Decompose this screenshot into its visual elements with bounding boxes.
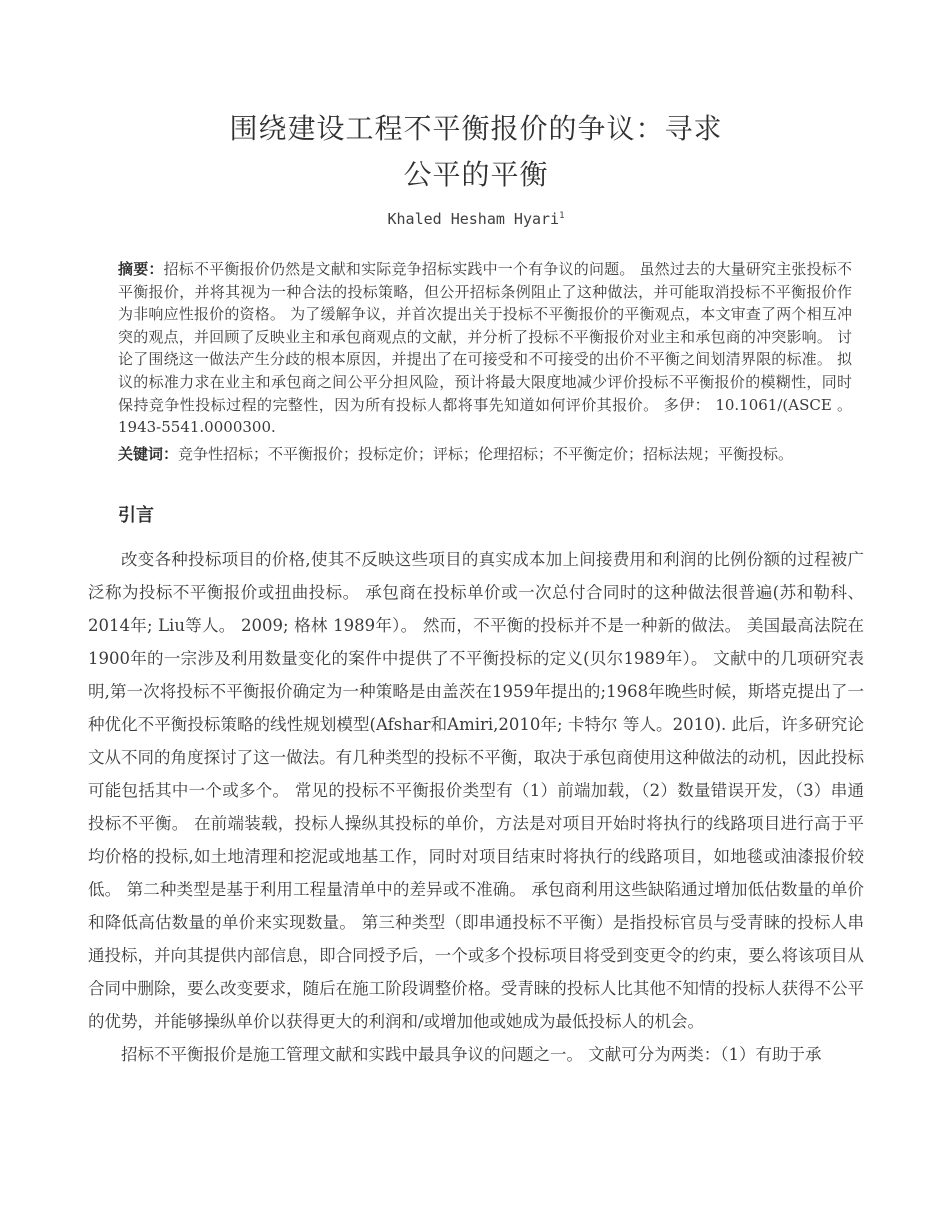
abstract-text: 招标不平衡报价仍然是文献和实际竞争招标实践中一个有争议的问题。 虽然过去的大量研究主张投标不平衡报价，并将其视为一种合法的投标策略，但公开招标条例阻止了这种做法，并可能取消投标不平衡报价作为非响应性报价的资格。 为了缓解争议，并首次提出关于投标不平衡报价的平衡观点，本文审查了两个相互冲突的观点，并回顾了反映业主和承包商观点的文献，并分析了投标不平衡报价对业主和承包商的冲突影响。 讨论了围绕这一做法产生分歧的根本原因，并提出了在可接受和不可接受的出价不平衡之间划清界限的标准。 拟议的标准力求在业主和承包商之间公平分担风险，预计将最大限度地减少评价投标不平衡报价的模糊性，同时保持竞争性投标过程的完整性，因为所有投标人都将事先知道如何评价其报价。 多伊： 10.1061/(ASCE 。 1943-5541.0000300. (118, 260, 852, 437)
author-affiliation-mark: 1 (559, 211, 565, 221)
body-paragraph-2: 招标不平衡报价是施工管理文献和实践中最具争议的问题之一。 文献可分为两类：（1）有助于承 (121, 1045, 822, 1065)
author-line (0, 210, 952, 228)
abstract-paragraph (118, 258, 852, 439)
keywords-line (118, 443, 852, 466)
abstract-label: 摘要： (118, 260, 164, 278)
author-name: Khaled Hesham Hyari (387, 210, 560, 228)
abstract-block (118, 258, 852, 465)
keywords-label: 关键词： (118, 444, 179, 463)
body-paragraph-1: 改变各种投标项目的价格,使其不反映这些项目的真实成本加上间接费用和利润的比例份额的过程被广泛称为投标不平衡报价或扭曲投标。 承包商在投标单价或一次总付合同时的这种做法很普遍(苏和勒科、 2014年; Liu等人。 2009; 格林 1989年）。 然而，不平衡的投标并不是一种新的做法。 美国最高法院在1900年的一宗涉及利用数量变化的案件中提供了不平衡投标的定义(贝尔1989年）。 文献中的几项研究表明,第一次将投标不平衡报价确定为一种策略是由盖茨在1959年提出的;1968年晚些时候，斯塔克提出了一种优化不平衡投标策略的线性规划模型(Afshar和Amiri,2010年; 卡特尔 等人。2010). 此后，许多研究论文从不同的角度探讨了这一做法。有几种类型的投标不平衡，取决于承包商使用这种做法的动机，因此投标可能包括其中一个或多个。 常见的投标不平衡报价类型有（1）前端加载，（2）数量错误开发，（3）串通投标不平衡。 在前端装载，投标人操纵其投标的单价，方法是对项目开始时将执行的线路项目进行高于平均价格的投标,如土地清理和挖泥或地基工作，同时对项目结束时将执行的线路项目，如地毯或油漆报价较低。 第二种类型是基于利用工程量清单中的差异或不准确。 承包商利用这些缺陷通过增加低估数量的单价和降低高估数量的单价来实现数量。 第三种类型（即串通投标不平衡）是指投标官员与受青睐的投标人串通投标，并向其提供内部信息，即合同授予后，一个或多个投标项目将受到变更令的约束，要么将该项目从合同中删除，要么改变要求，随后在施工阶段调整价格。受青睐的投标人比其他不知情的投标人获得不公平的优势，并能够操纵单价以获得更大的利润和/或增加他或她成为最低投标人的机会。 (88, 550, 864, 1032)
paper-title (0, 0, 952, 198)
paper-title-line-1: 围绕建设工程不平衡报价的争议：寻求 (229, 112, 723, 145)
section-body-introduction (88, 543, 864, 1071)
section-heading-introduction: 引言 (118, 505, 154, 527)
paper-title-line-2: 公平的平衡 (403, 158, 549, 191)
keywords-text: 竞争性招标；不平衡报价；投标定价；评标；伦理招标；不平衡定价；招标法规；平衡投标。 (178, 444, 794, 463)
